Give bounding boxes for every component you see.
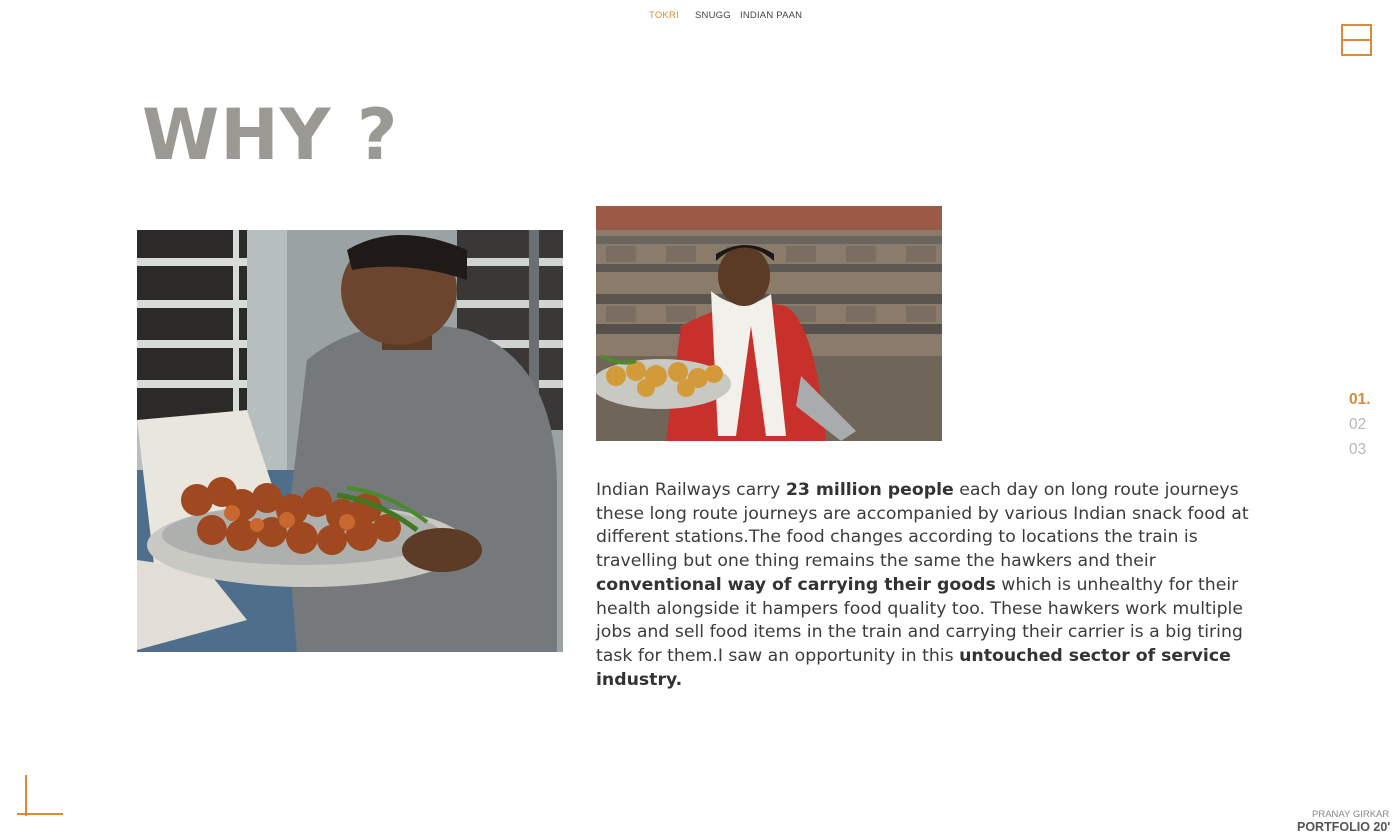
- body-paragraph: [596, 479, 1256, 692]
- menu-icon[interactable]: [1341, 24, 1372, 56]
- hawker-tracks-photo: [596, 206, 942, 441]
- paragraph-text-2: each day on long route journeys these long route journeys are accompanied by various Indian snack food at different stations.The food changes according to locations the train is travelling but one thing remains the same the hawkers and their: [596, 480, 1249, 572]
- page-pager: [1349, 387, 1371, 462]
- nav-item-indian-paan[interactable]: INDIAN PAAN: [740, 10, 803, 21]
- footer-author: PRANAY GIRKAR: [1312, 809, 1390, 820]
- paragraph-text-1: Indian Railways carry: [596, 480, 786, 500]
- hawker-train-image: [137, 230, 563, 652]
- highlight-23-million-people: 23 million people: [785, 480, 954, 500]
- pager-item-02[interactable]: 02: [1349, 416, 1367, 433]
- page-title: WHY ?: [142, 94, 399, 176]
- hawker-train-photo: [137, 230, 563, 652]
- paragraph-text-3: which is unhealthy for their health alongside it hampers food quality too. These hawkers work multiple jobs and sell food items in the train and carrying their carrier is a big tiring task for them.I saw an opportunity in this: [596, 574, 1243, 666]
- footer-portfolio: PORTFOLIO 20': [1297, 820, 1391, 834]
- highlight-conventional-way: conventional way of carrying their goods: [596, 574, 996, 595]
- nav-item-tokri[interactable]: TOKRI: [649, 10, 679, 21]
- pager-item-03[interactable]: 03: [1349, 441, 1367, 458]
- corner-mark-decoration: [25, 775, 63, 816]
- highlight-untouched-sector: untouched sector of service industry.: [596, 645, 1231, 690]
- nav-item-snugg[interactable]: SNUGG: [695, 10, 731, 21]
- pager-item-01[interactable]: 01.: [1349, 391, 1371, 408]
- top-nav: [0, 10, 1400, 24]
- hawker-tracks-image: [596, 206, 942, 441]
